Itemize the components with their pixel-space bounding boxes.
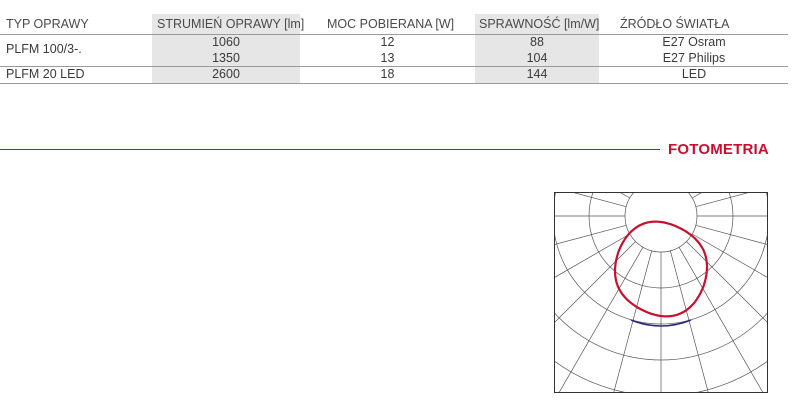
section-title: FOTOMETRIA xyxy=(668,141,769,158)
cell-source: E27 Philips xyxy=(662,51,726,65)
cell-power: 18 xyxy=(380,67,395,81)
cell-efficiency: 104 xyxy=(526,51,548,65)
cell-source: LED xyxy=(681,67,707,81)
header-source: ŹRÓDŁO ŚWIATŁA xyxy=(620,17,730,31)
row-divider xyxy=(0,83,788,84)
cell-efficiency: 144 xyxy=(526,67,548,81)
row-type-label: PLFM 20 LED xyxy=(6,67,85,81)
header-efficiency: SPRAWNOŚĆ [lm/W] xyxy=(479,17,600,31)
header-flux: STRUMIEŃ OPRAWY [lm] xyxy=(157,17,305,31)
cell-power: 13 xyxy=(380,51,395,65)
section-divider-line xyxy=(0,149,660,150)
cell-flux: 1350 xyxy=(212,51,240,65)
header-type: TYP OPRAWY xyxy=(6,17,89,31)
photometric-polar-diagram xyxy=(554,192,768,393)
cell-power: 12 xyxy=(380,35,395,49)
cell-flux: 1060 xyxy=(212,35,240,49)
cell-efficiency: 88 xyxy=(530,35,544,49)
cell-flux: 2600 xyxy=(212,67,240,81)
cell-source: E27 Osram xyxy=(662,35,726,49)
row-type-label: PLFM 100/3-. xyxy=(6,42,82,56)
header-power: MOC POBIERANA [W] xyxy=(327,17,455,31)
